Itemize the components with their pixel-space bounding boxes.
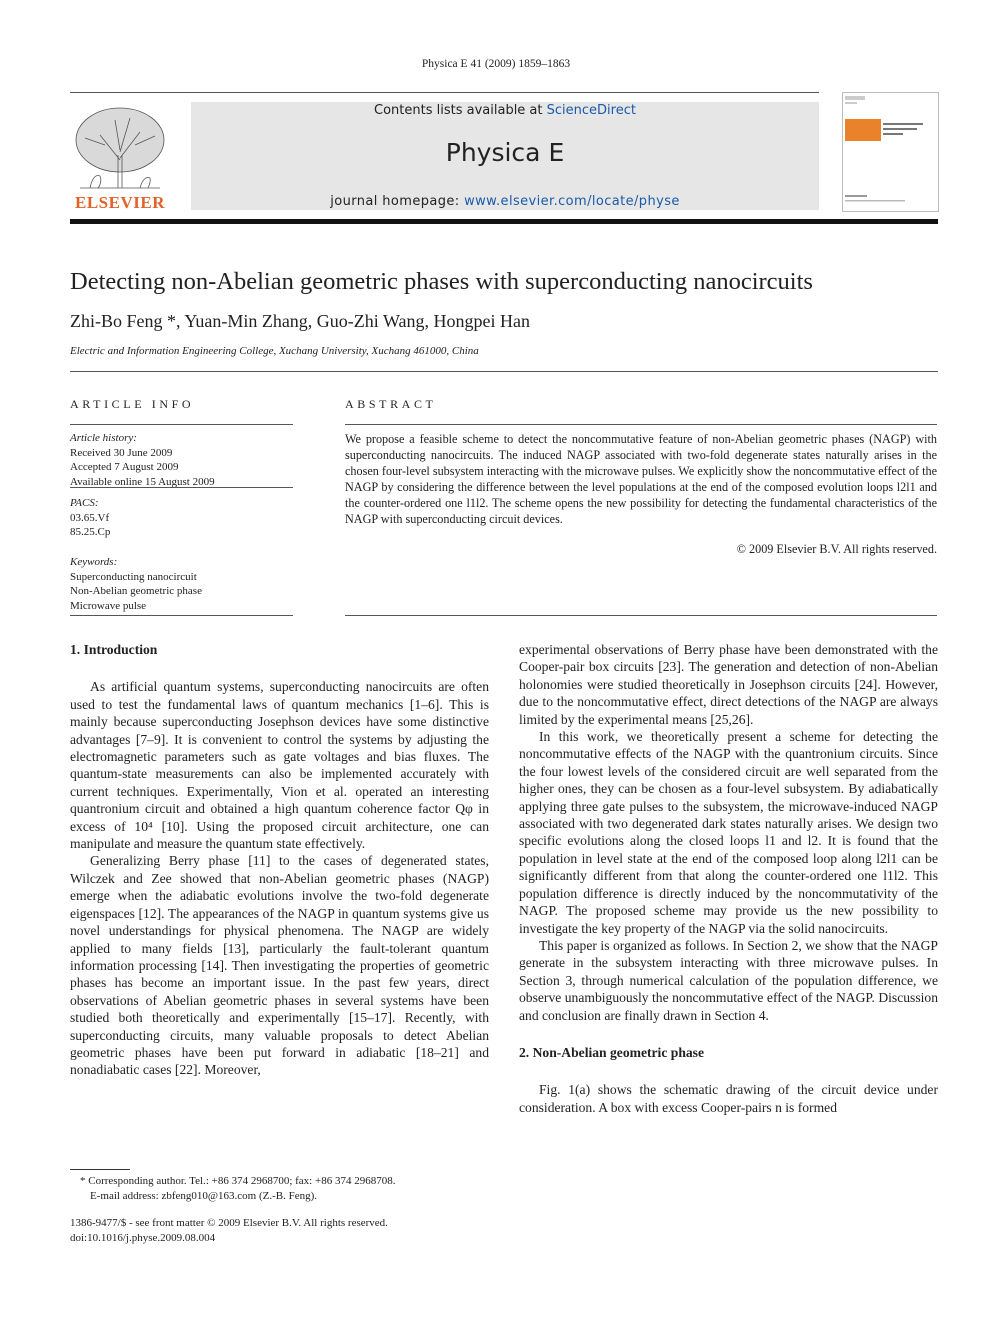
online-date: Available online 15 August 2009 — [70, 475, 215, 488]
sciencedirect-link[interactable]: ScienceDirect — [546, 103, 636, 118]
abstract-copyright: © 2009 Elsevier B.V. All rights reserved. — [736, 542, 937, 556]
pacs-code: 03.65.Vf — [70, 511, 110, 524]
journal-cover-thumbnail[interactable] — [842, 92, 939, 212]
abstract-heading: ABSTRACT — [345, 397, 437, 411]
issn-block — [70, 1216, 388, 1246]
issn-line: 1386-9477/$ - see front matter © 2009 Elsevier B.V. All rights reserved. — [70, 1217, 388, 1229]
paragraph: As artificial quantum systems, superconducting nanocircuits are often used to test the fundamental laws of quantum mechanics [1–6]. This is mainly because superconducting Josephson devices have some distinctive advantages [7–9]. It is convenient to control the systems by adjusting the electromagnetic parameters such as gate voltages and bias fluxes. The quantum-state measurements can also be implemented accurately with current techniques. Experimentally, Vion et al. operated an interesting quantronium circuit and obtained a high quantum coherence factor Qφ in excess of 10⁴ [10]. Using the proposed circuit architecture, one can manipulate and measure the quantum state effectively. — [70, 679, 489, 852]
article-info-heading: ARTICLE INFO — [70, 397, 195, 411]
left-column — [70, 641, 489, 1079]
paragraph: Generalizing Berry phase [11] to the cases of degenerated states, Wilczek and Zee showed that non-Abelian geometric phases (NAGP) emerge when the adiabatic evolutions involve the two-fold degenerate eigenspaces [12]. The appearances of the NAGP in quantum systems give us novel understandings for physical phenomena. The NAGP are widely applied to many fields [13], particularly the fault-tolerant quantum information processing [14]. Then investigating the properties of geometric phases has become an important issue. In the past few years, direct observations of Abelian geometric phases in several systems have been studied both theoretically and experimentally [15–17]. Recently, with superconducting circuits, many valuable proposals to detect Abelian geometric phases have been put forward in adiabatic [18–21] and nonadiabatic cases [22]. Moreover, — [70, 853, 489, 1078]
section-heading: 2. Non-Abelian geometric phase — [519, 1044, 705, 1060]
paragraph: experimental observations of Berry phase have been demonstrated with the Cooper-pair box circuits [23]. The generation and detection of non-Abelian holonomies were studied theoretically in Josephson circuits [24]. However, due to the noncommutative effect, direct detections of the NAGP are always limited by the experimental means [25,26]. — [519, 642, 938, 727]
divider — [70, 424, 293, 425]
author-list: Zhi-Bo Feng *, Yuan-Min Zhang, Guo-Zhi Wang, Hongpei Han — [70, 311, 530, 331]
pacs-label: PACS: — [70, 497, 99, 509]
paragraph: Fig. 1(a) shows the schematic drawing of the circuit device under consideration. A box with excess Cooper-pairs n is formed — [519, 1082, 938, 1115]
keywords-label: Keywords: — [70, 556, 118, 568]
pacs-code: 85.25.Cp — [70, 526, 111, 538]
keyword: Non-Abelian geometric phase — [70, 585, 202, 597]
homepage-link[interactable]: www.elsevier.com/locate/physe — [464, 194, 680, 209]
affiliation: Electric and Information Engineering College, Xuchang University, Xuchang 461000, China — [70, 345, 479, 357]
contents-line — [191, 103, 819, 118]
paragraph: This paper is organized as follows. In Section 2, we show that the NAGP generate in the subsystem interacting with three microwave pulses. In Section 3, through numerical calculation of the population difference, we observe unambiguously the noncommutative effect of the NAGP. Discussion and conclusion are finally drawn in Section 4. — [519, 937, 938, 1023]
journal-citation: Physica E 41 (2009) 1859–1863 — [421, 58, 571, 70]
pacs-block — [70, 496, 293, 540]
section-heading: 1. Introduction — [70, 642, 158, 657]
keywords-block — [70, 555, 293, 613]
divider — [70, 487, 293, 488]
abstract-text: We propose a feasible scheme to detect the noncommutative feature of non-Abelian geometric phases (NAGP) with superconducting nanocircuits. The induced NAGP associated with two-fold degenerate states naturally arises in the chosen four-level subsystem interacting with the microwave pulses. We explicitly show the noncommutative effect of the NAGP by considering the difference between the level populations at the end of the composed evolution loops l2l1 and the counter-ordered one l1l2. The scheme opens the new possibility for detecting the fundamental characteristics of the NAGP with superconducting circuit devices. — [345, 432, 937, 526]
homepage-line — [191, 194, 819, 209]
corresponding-author: * Corresponding author. Tel.: +86 374 2968700; fax: +86 374 2968708. — [80, 1175, 396, 1187]
header-rule — [70, 92, 819, 93]
paragraph: In this work, we theoretically present a scheme for detecting the noncommutative effects of the NAGP with the quantronium circuits. Since the four lowest levels of the considered circuit are well separated from the higher ones, they can be chosen as a four-level subsystem. By adiabatically applying three gate pulses to the subsystem, the microwave-induced NAGP associated with two degenerated dark states naturally arises. We design two specific evolutions along the closed loops l1 and l2. It is found that the population in level state at the end of the composed loop along l2l1 can be significantly different from that along the counter-ordered one l1l2. This population difference is directly induced by the noncommutativity of the NAGP. The proposed scheme may provide us the new possibility to investigate the key property of the NAGP via the solid nanocircuits. — [519, 729, 938, 936]
doi-line[interactable]: doi:10.1016/j.physe.2009.08.004 — [70, 1232, 216, 1244]
right-column — [519, 641, 938, 1116]
accepted-date: Accepted 7 August 2009 — [70, 461, 179, 473]
article-history — [70, 431, 293, 489]
keyword: Microwave pulse — [70, 599, 147, 612]
homepage-prefix: journal homepage: — [330, 194, 465, 209]
article-title: Detecting non-Abelian geometric phases with superconducting nanocircuits — [70, 268, 813, 295]
journal-name: Physica E — [445, 138, 565, 167]
history-label: Article history: — [70, 432, 137, 444]
email-line: E-mail address: zbfeng010@163.com (Z.-B. Feng). — [90, 1189, 318, 1202]
footnote-rule — [70, 1169, 130, 1170]
contents-prefix: Contents lists available at — [374, 103, 547, 118]
divider — [70, 371, 938, 372]
footnote — [70, 1174, 395, 1203]
divider — [70, 615, 293, 616]
elsevier-wordmark: ELSEVIER — [75, 193, 165, 212]
received-date: Received 30 June 2009 — [70, 446, 173, 459]
divider — [345, 615, 937, 616]
divider — [345, 424, 937, 425]
header-thick-rule — [70, 219, 938, 224]
keyword: Superconducting nanocircuit — [70, 570, 197, 583]
